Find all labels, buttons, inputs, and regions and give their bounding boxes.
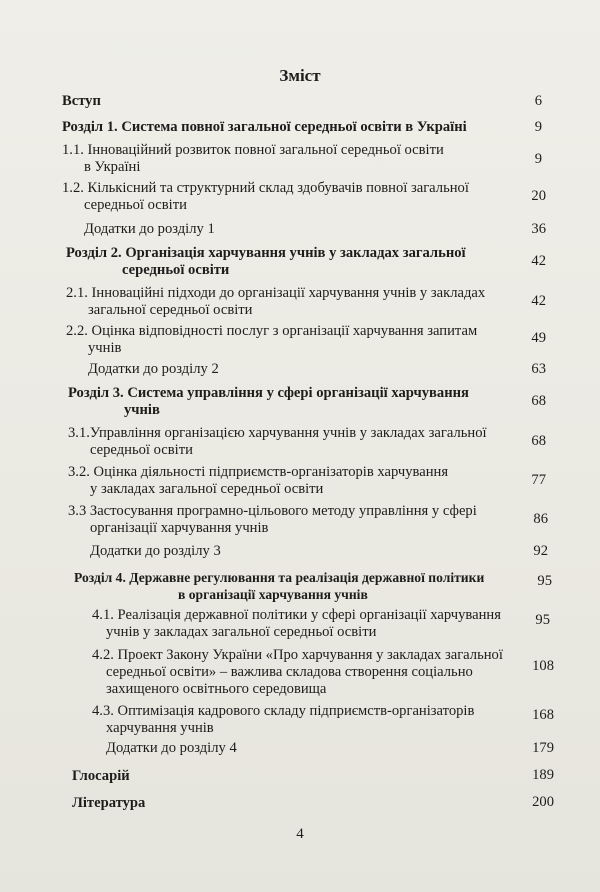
toc-entry-label: Розділ 3. Система управління у сфері організації харчування [68,385,469,401]
toc-entry-label: Додатки до розділу 3 [90,543,221,559]
toc-entry-label: 4.2. Проект Закону України «Про харчування у закладах загальної [92,647,503,663]
toc-page-number: 68 [531,433,546,449]
toc-entry-label: Література [72,795,146,811]
toc-entry-label: 4.3. Оптимізація кадрового складу підприємств-організаторів [92,703,475,719]
toc-entry-label-continued: середньої освіти [84,197,187,213]
toc-entry-label-continued: у закладах загальної середньої освіти [90,481,324,497]
toc-entry-1-1 [62,142,444,176]
toc-page-number: 20 [531,188,546,204]
toc-page-number: 6 [534,93,542,109]
toc-entry-3-3 [68,503,477,537]
toc-entry-2-2 [66,323,477,357]
toc-page-number: 92 [533,543,548,559]
toc-entry-label: 2.2. Оцінка відповідності послуг з організації харчування запитам [66,323,478,339]
toc-entry-section-1 [62,119,467,136]
toc-entry-label: Додатки до розділу 2 [88,361,219,377]
toc-page-number: 86 [533,511,548,527]
toc-page-number: 95 [537,573,552,589]
toc-entry-label-continued: захищеного освітнього середовища [106,681,327,697]
toc-page-number: 42 [531,253,546,269]
page-title: Зміст [279,66,321,85]
toc-entry-glossary [72,768,130,785]
toc-entry-label: 1.2. Кількісний та структурний склад здобувачів повної загальної [62,180,469,196]
toc-page-number: 168 [532,707,554,723]
toc-page-number: 68 [531,393,546,409]
toc-entry-label: Розділ 2. Організація харчування учнів у закладах загальної [66,245,466,261]
toc-entry-label: 3.3 Застосування програмно-цільового методу управління у сфері [68,503,477,519]
toc-entry-section-4 [74,569,484,603]
toc-entry-label: 1.1. Інноваційний розвиток повної загальної середньої освіти [62,142,444,158]
toc-entry-label-continued: середньої освіти [122,262,230,278]
toc-entry-4-1 [92,607,501,641]
toc-page-number: 108 [532,658,554,674]
toc-entry-label: Додатки до розділу 4 [106,740,237,756]
toc-entry-appendix-4 [106,740,237,757]
toc-entry-references [72,795,145,812]
toc-entry-label-continued: учнів [124,402,160,418]
toc-page-number: 63 [531,361,546,377]
toc-entry-label: Глосарій [72,768,130,784]
toc-entry-4-2 [92,647,503,698]
toc-entry-label-continued: організації харчування учнів [90,520,269,536]
toc-entry-label-continued: харчування учнів [106,720,214,736]
toc-entry-label-continued: середньої освіти [90,442,193,458]
toc-entry-label: 2.1. Інноваційні підходи до організації харчування учнів у закладах [66,285,486,301]
toc-page-number: 9 [534,151,542,167]
toc-page-number: 9 [534,119,542,135]
toc-page-number: 189 [532,767,554,783]
toc-entry-label-continued: в Україні [84,159,141,175]
toc-entry-4-3 [92,703,474,737]
toc-entry-label: Вступ [62,93,101,109]
toc-entry-label-continued: загальної середньої освіти [88,302,253,318]
toc-entry-label-continued: учнів [88,340,122,356]
toc-entry-label-continued: в організації харчування учнів [178,587,368,602]
toc-entry-appendix-2 [88,361,219,378]
toc-entry-2-1 [66,285,485,319]
toc-page-number: 95 [535,612,550,628]
toc-entry-3-2 [68,464,448,498]
toc-page-number: 77 [531,472,546,488]
toc-entry-section-2 [66,245,466,279]
toc-entry-label-continued: середньої освіти» – важлива складова створення соціально [106,664,473,680]
toc-entry-intro [62,93,101,110]
toc-entry-appendix-1 [84,221,215,238]
toc-entry-label: Розділ 4. Державне регулювання та реалізація державної політики [74,570,485,585]
toc-entry-label: 3.1.Управління організацією харчування учнів у закладах загальної [68,425,487,441]
toc-entry-label: Розділ 1. Система повної загальної середньої освіти в Україні [62,119,467,135]
toc-page-number: 200 [532,794,554,810]
toc-entry-1-2 [62,180,469,214]
toc-entry-label: Додатки до розділу 1 [84,221,215,237]
toc-entry-label: 4.1. Реалізація державної політики у сфері організації харчування [92,607,501,623]
toc-entry-appendix-3 [90,543,221,560]
page-folio: 4 [296,826,304,842]
toc-entry-3-1 [68,425,487,459]
toc-entry-label-continued: учнів у закладах загальної середньої освіти [106,624,377,640]
toc-entry-section-3 [68,385,469,419]
toc-page-number: 42 [531,293,546,309]
toc-page-number: 179 [532,740,554,756]
toc-page-number: 49 [531,330,546,346]
toc-page-number: 36 [531,221,546,237]
toc-entry-label: 3.2. Оцінка діяльності підприємств-організаторів харчування [68,464,449,480]
